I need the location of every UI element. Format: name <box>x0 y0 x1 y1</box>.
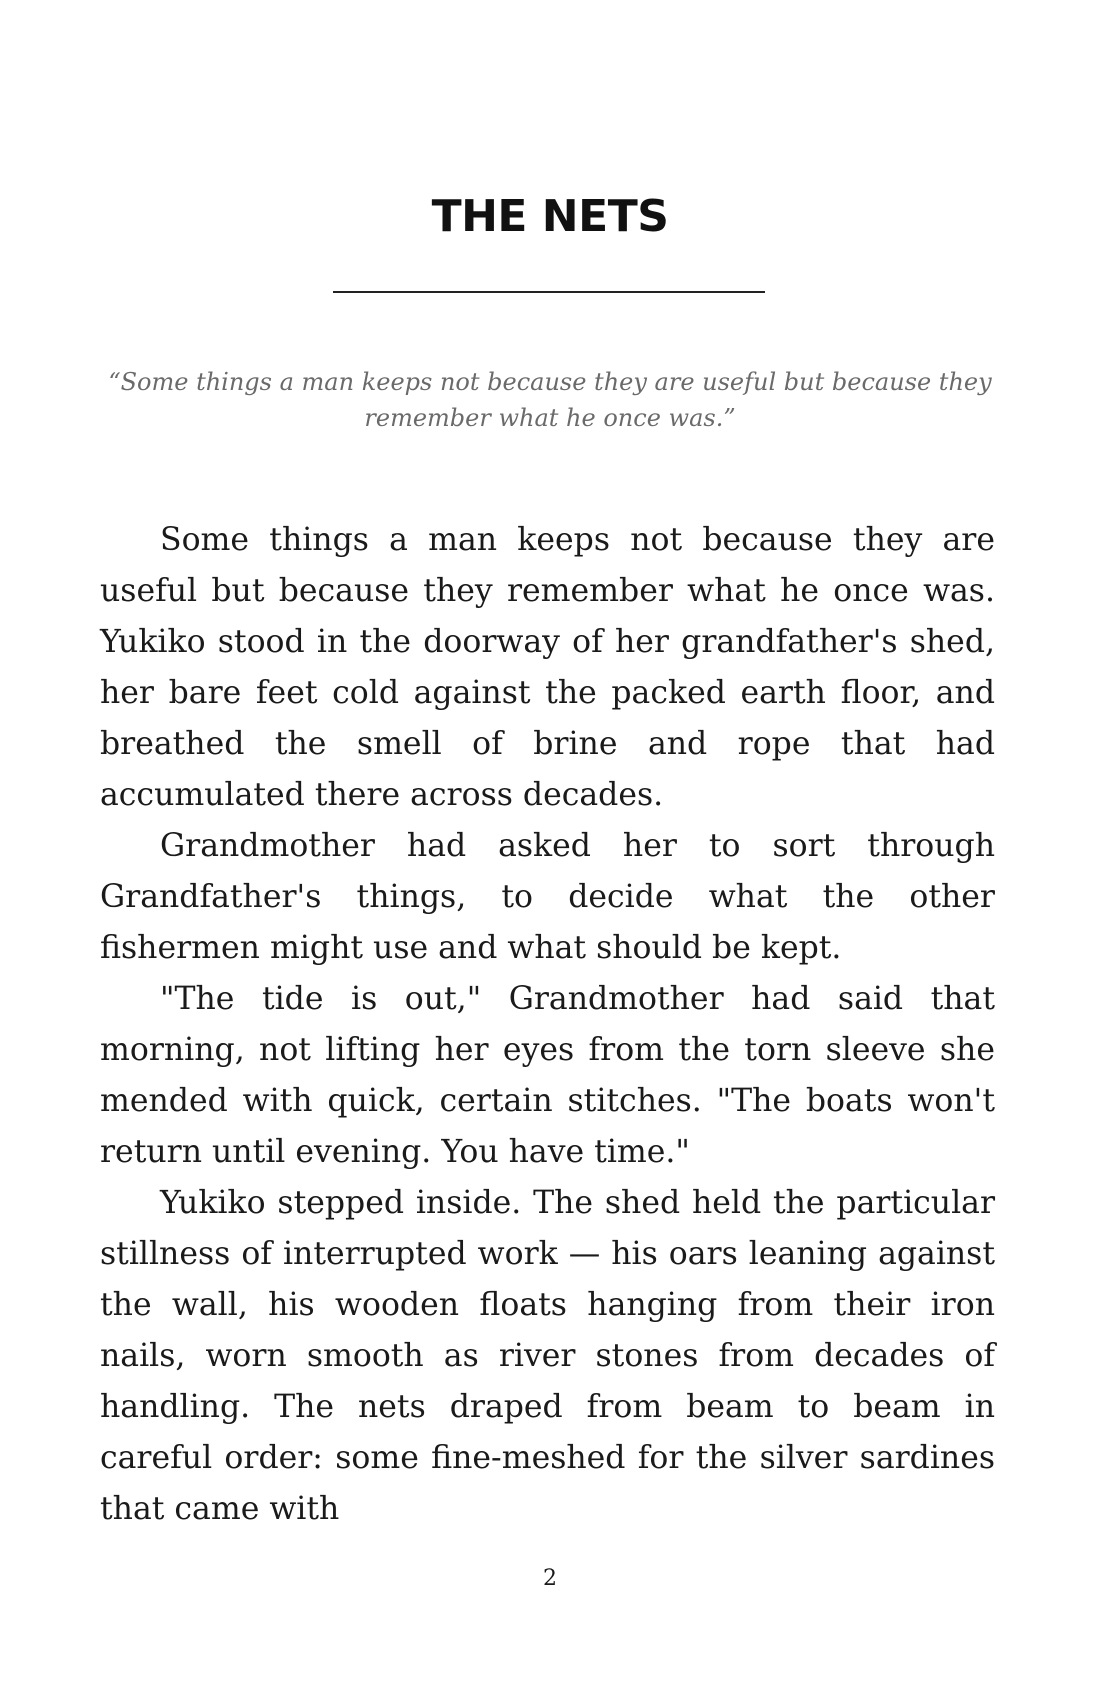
body-paragraph: "The tide is out," Grandmother had said that morning, not lifting her eyes from the torn sleeve she mended with quick, certain stitches. "The boats won't return until evening. You have time." <box>100 981 995 1170</box>
body-paragraph: Grandmother had asked her to sort through Grandfather's things, to decide what the other fishermen might use and what should be kept. <box>100 828 995 966</box>
chapter-epigraph: “Some things a man keeps not because they are useful but because they remember what he once was.” <box>108 368 992 432</box>
body-paragraph: Yukiko stepped inside. The shed held the particular stillness of interrupted work — his oars leaning against the wall, his wooden floats hanging from their iron nails, worn smooth as river stones from decades of handling. The nets draped from beam to beam in careful order: some fine-meshed for the silver sardines that came with <box>100 1185 995 1527</box>
chapter-title: THE NETS <box>431 191 669 242</box>
page-number: 2 <box>543 1566 557 1591</box>
body-paragraph: Some things a man keeps not because they are useful but because they remember what he once was. Yukiko stood in the doorway of her grandfather's shed, her bare feet cold against the packed earth floor, and breathed the smell of brine and rope that had accumulated there across decades. <box>100 522 995 813</box>
chapter-body <box>100 515 995 1535</box>
title-divider <box>333 291 765 293</box>
